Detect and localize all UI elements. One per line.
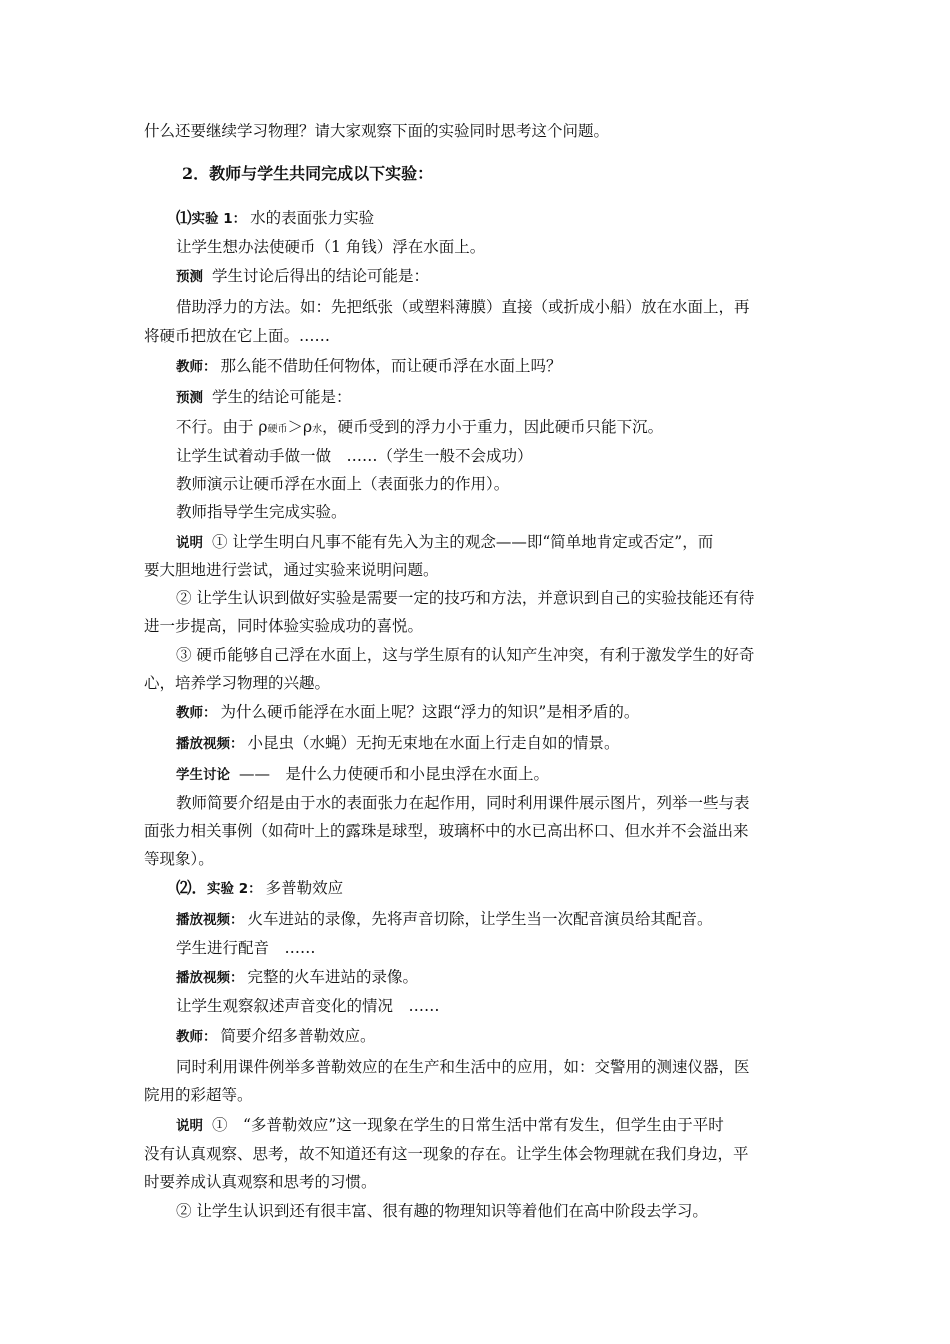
discussion-label: 学生讨论 (176, 767, 230, 783)
paragraph-line: 进一步提高，同时体验实验成功的喜悦。 (144, 617, 424, 635)
video-text: 火车进站的录像，先将声音切除，让学生当一次配音演员给其配音。 (247, 910, 713, 928)
teacher-text: 那么能不借助任何物体，而让硬币浮在水面上吗？ (220, 357, 562, 375)
video-text: 完整的火车进站的录像。 (247, 968, 419, 986)
paragraph-line: 让学生试着动手做一做 ……（学生一般不会成功） (176, 447, 533, 465)
paragraph-line: 等现象）。 (144, 850, 214, 868)
discussion-text: —— 是什么力使硬币和小昆虫浮在水面上。 (238, 765, 549, 783)
video-label: 播放视频： (176, 970, 244, 986)
experiment-title: 水的表面张力实验 (250, 209, 375, 227)
note-label: 说明 (176, 1118, 203, 1134)
experiment-label: 实验 2： (207, 881, 262, 897)
prediction-text: 学生讨论后得出的结论可能是： (211, 267, 429, 285)
paragraph-line: 心，培养学习物理的兴趣。 (144, 674, 331, 692)
prediction-line (176, 387, 810, 408)
experiment-number: ⑴ (176, 208, 192, 227)
paragraph-line: ② 让学生认识到做好实验是需要一定的技巧和方法，并意识到自己的实验技能还有待 (176, 589, 755, 607)
paragraph-line: 教师简要介绍是由于水的表面张力在起作用，同时利用课件展示图片，列举一些与表 (176, 794, 750, 812)
video-text: 小昆虫（水蝇）无拘无束地在水面上行走自如的情景。 (247, 734, 620, 752)
density-text: 不行。由于 ρ (176, 418, 268, 436)
teacher-line (176, 1026, 810, 1047)
experiment-1-heading (176, 208, 810, 229)
density-subscript-coin: 硬币 (267, 424, 288, 435)
teacher-text: 为什么硬币能浮在水面上呢？这跟“浮力的知识”是相矛盾的。 (220, 703, 640, 721)
experiment-number: ⑵． (176, 878, 208, 897)
density-text: ＞ρ (287, 418, 313, 436)
paragraph-line: 面张力相关事例（如荷叶上的露珠是球型，玻璃杯中的水已高出杯口、但水并不会溢出来 (144, 822, 749, 840)
paragraph-line: 借助浮力的方法。如：先把纸张（或塑料薄膜）直接（或折成小船）放在水面上，再 (176, 298, 750, 316)
paragraph-line: 院用的彩超等。 (144, 1086, 253, 1104)
note-text: ① “多普勒效应”这一现象在学生的日常生活中常有发生，但学生由于平时 (211, 1116, 724, 1134)
paragraph-line: 让学生观察叙述声音变化的情况 …… (176, 997, 440, 1015)
paragraph-line: 没有认真观察、思考，故不知道还有这一现象的存在。让学生体会物理就在我们身边，平 (144, 1145, 749, 1163)
teacher-label: 教师： (176, 705, 217, 721)
note-line (176, 1115, 810, 1136)
paragraph-line: ③ 硬币能够自己浮在水面上，这与学生原有的认知产生冲突，有利于激发学生的好奇 (176, 646, 755, 664)
note-line (176, 532, 810, 553)
prediction-line (176, 266, 810, 287)
section-heading: 2．教师与学生共同完成以下实验： (182, 164, 434, 183)
teacher-text: 简要介绍多普勒效应。 (220, 1027, 376, 1045)
paragraph-line: 让学生想办法使硬币（1 角钱）浮在水面上。 (176, 238, 486, 256)
experiment-2-heading (176, 878, 810, 899)
paragraph-line: 教师演示让硬币浮在水面上（表面张力的作用）。 (176, 475, 510, 493)
teacher-line (176, 356, 810, 377)
discussion-line (176, 764, 810, 785)
paragraph-line: 学生进行配音 …… (176, 939, 316, 957)
video-label: 播放视频： (176, 912, 244, 928)
prediction-label: 预测 (176, 390, 203, 406)
note-label: 说明 (176, 535, 203, 551)
video-line (176, 909, 810, 930)
note-text: ① 让学生明白凡事不能有先入为主的观念——即“简单地肯定或否定”，而 (211, 533, 714, 551)
video-line (176, 733, 810, 754)
experiment-label: 实验 1： (191, 211, 247, 227)
teacher-label: 教师： (176, 359, 217, 375)
density-text: ，硬币受到的浮力小于重力，因此硬币只能下沉。 (322, 418, 664, 436)
video-label: 播放视频： (176, 736, 244, 752)
paragraph-line: 时要养成认真观察和思考的习惯。 (144, 1173, 377, 1191)
paragraph-line: 教师指导学生完成实验。 (176, 503, 347, 521)
video-line (176, 967, 810, 988)
experiment-title: 多普勒效应 (265, 879, 344, 897)
paragraph-line: ② 让学生认识到还有很丰富、很有趣的物理知识等着他们在高中阶段去学习。 (176, 1202, 708, 1220)
density-line (176, 417, 810, 440)
paragraph-line: 什么还要继续学习物理？请大家观察下面的实验同时思考这个问题。 (144, 122, 610, 140)
teacher-line (176, 702, 810, 723)
paragraph-line: 同时利用课件例举多普勒效应的在生产和生活中的应用，如：交警用的测速仪器，医 (176, 1058, 750, 1076)
density-subscript-water: 水 (312, 424, 323, 435)
prediction-text: 学生的结论可能是： (211, 388, 352, 406)
teacher-label: 教师： (176, 1029, 217, 1045)
paragraph-line: 要大胆地进行尝试，通过实验来说明问题。 (144, 561, 439, 579)
prediction-label: 预测 (176, 269, 203, 285)
paragraph-line: 将硬币把放在它上面。…… (144, 327, 331, 345)
